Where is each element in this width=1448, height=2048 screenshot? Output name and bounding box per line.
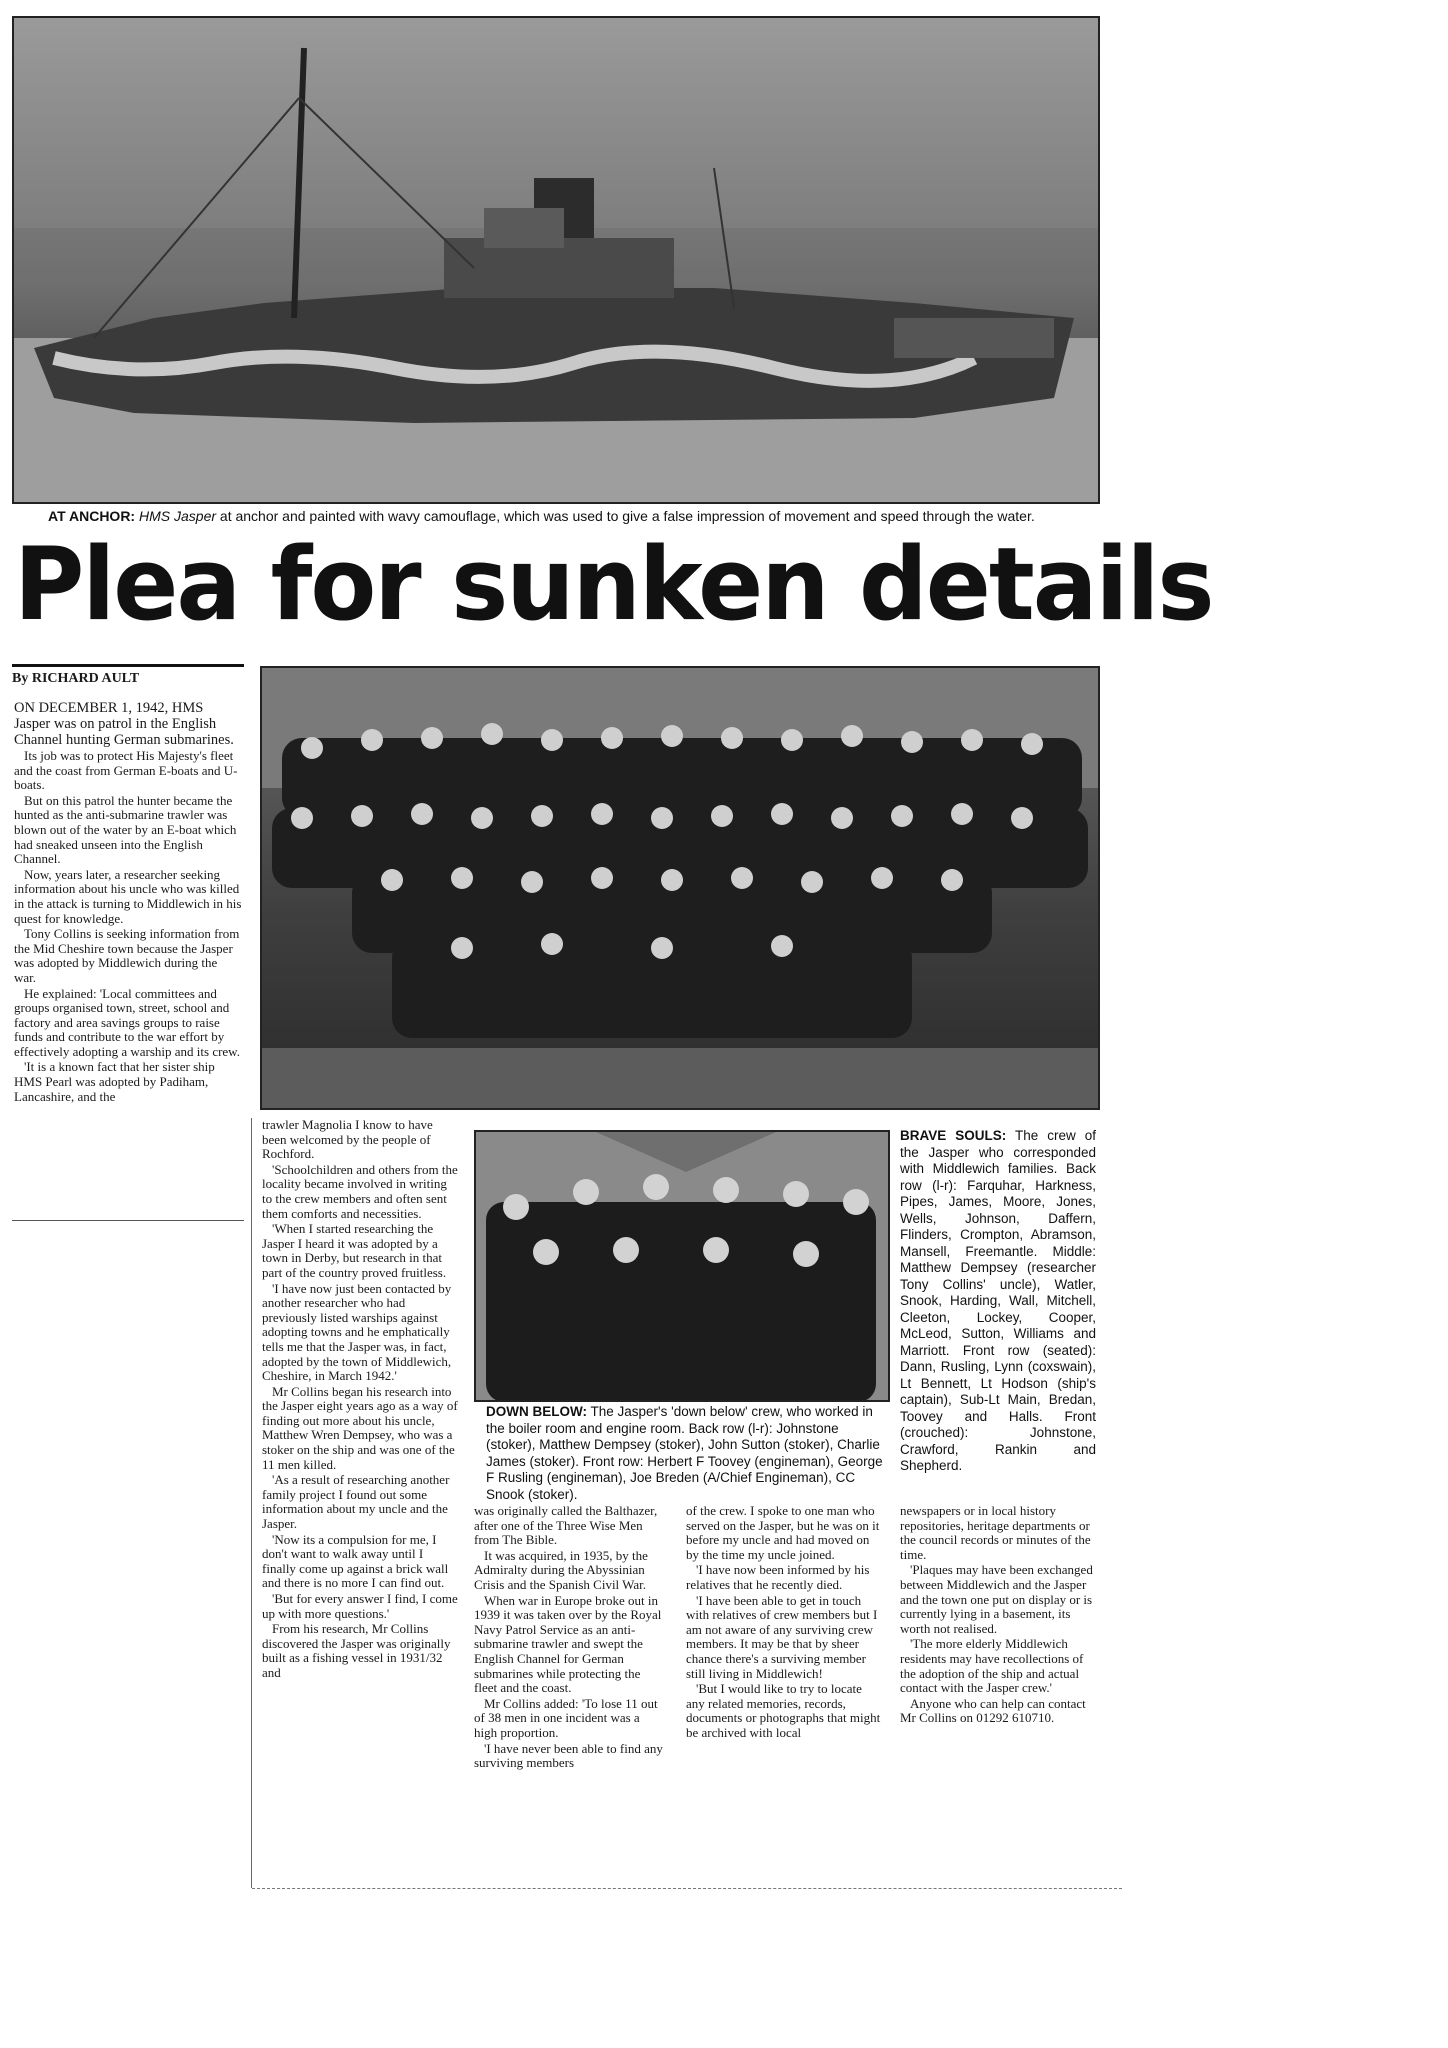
paragraph: Mr Collins added: 'To lose 11 out of 38 men in one incident was a high proportion. (474, 1695, 658, 1740)
caption-text: The Jasper's 'down below' crew, who worked in the boiler room and engine room. Back row (l-r): Johnstone (stoker), Matthew Dempsey (stoker), John Sutton (stoker), Charlie James (stoker). Front row: Herbert F Toovey (engineman), George F Rusling (engineman), Joe Breden (A/Chief Engineman), CC Snook (stoker). (486, 1404, 883, 1502)
paragraph: Its job was to protect His Majesty's fleet and the coast from German E-boats and U-boats. (14, 748, 238, 793)
byline: By RICHARD AULT (12, 664, 244, 687)
paragraph: Anyone who can help can contact Mr Collins on 01292 610710. (900, 1695, 1086, 1726)
crew-illustration (262, 668, 1098, 1108)
caption-ship: HMS Jasper (139, 508, 217, 524)
caption-text: at anchor and painted with wavy camouflage, which was used to give a false impression of movement and speed through the water. (216, 508, 1035, 524)
paragraph: 'Now its a compulsion for me, I don't want to walk away until I finally come up against a brick wall and there is no more I can find out. (262, 1531, 449, 1591)
column-rule (12, 1220, 244, 1221)
article-column-5 (900, 1504, 1096, 1727)
caption-label: BRAVE SOULS: (900, 1128, 1007, 1143)
paragraph: was originally called the Balthazer, after one of the Three Wise Men from The Bible. (474, 1503, 658, 1548)
paragraph: Tony Collins is seeking information from the Mid Cheshire town because the Jasper was adopted by Middlewich during the war. (14, 926, 240, 985)
bottom-rule (252, 1888, 1122, 1890)
engine-crew-photo (474, 1130, 890, 1402)
paragraph: 'Schoolchildren and others from the locality became involved in writing to the crew members and often sent them comforts and necessities. (262, 1161, 458, 1221)
paragraph: 'I have been able to get in touch with relatives of crew members but I am not aware of any surviving crew members. It may be that by sheer chance there's a surviving member still living in Middlewich! (686, 1592, 878, 1681)
paragraph: It was acquired, in 1935, by the Admiralty during the Abyssinian Crisis and the Spanish Civil War. (474, 1547, 648, 1592)
paragraph: 'I have now just been contacted by another researcher who had previously listed warships against adopting towns and he emphatically tells me that the Jasper was, in fact, adopted by the town of Middlewich, Cheshire, in March 1942.' (262, 1280, 452, 1384)
ship-illustration (14, 18, 1098, 502)
paragraph: 'The more elderly Middlewich residents may have recollections of the adoption of the ship and actual contact with the Jasper crew.' (900, 1636, 1084, 1696)
paragraph: 'As a result of researching another family project I found out some information about my uncle and the Jasper. (262, 1472, 450, 1532)
paragraph: 'I have never been able to find any surviving members (474, 1740, 663, 1771)
crew-photo-caption (900, 1128, 1096, 1475)
headline: Plea for sunken details (14, 525, 1213, 644)
paragraph: From his research, Mr Collins discovered the Jasper was originally built as a fishing vessel in 1931/32 and (262, 1621, 451, 1680)
caption-text: The crew of the Jasper who corresponded with Middlewich families. Back row (l-r): Farquhar, Harkness, Pipes, James, Moore, Jones, Wells, Johnson, Daffern, Flinders, Crompton, Abramson, Mansell, Freemantle. Middle: Matthew Dempsey (researcher Tony Collins' uncle), Watler, Snook, Harding, Wall, Mitchell, Cleeton, Lockey, Cooper, McLeod, Sutton, Williams and Marriott. Front row (seated): Dann, Rusling, Lynn (coxswain), Lt Bennett, Lt Hodson (ship's captain), Sub-Lt Main, Bredan, Toovey and Halls. Front (crouched): Johnstone, Crawford, Rankin and Shepherd. (900, 1128, 1096, 1473)
engine-crew-caption (486, 1404, 886, 1503)
article-column-1 (14, 700, 242, 1105)
article-column-4 (686, 1504, 882, 1742)
paragraph: 'I have now been informed by his relatives that he recently died. (686, 1562, 870, 1592)
paragraph: trawler Magnolia I know to have been welcomed by the people of Rochford. (262, 1117, 433, 1162)
ship-photo (12, 16, 1100, 504)
article-column-3 (474, 1504, 666, 1772)
article-column-2 (262, 1118, 458, 1682)
paragraph: 'When I started researching the Jasper I heard it was adopted by a town in Derby, but research in that part of the country proved fruitless. (262, 1221, 447, 1280)
engine-crew-illustration (476, 1132, 888, 1400)
paragraph: He explained: 'Local committees and groups organised town, street, school and factory and area savings groups to raise funds and contribute to the war effort by effectively adopting a warship and its crew. (14, 985, 240, 1059)
paragraph: When war in Europe broke out in 1939 it was taken over by the Royal Navy Patrol Service as an anti-submarine trawler and swept the English Channel for German submarines while protecting the fleet and the coast. (474, 1592, 662, 1696)
paragraph: Now, years later, a researcher seeking information about his uncle who was killed in the attack is turning to Middlewich in his quest for knowledge. (14, 866, 242, 926)
paragraph: 'It is a known fact that her sister ship HMS Pearl was adopted by Padiham, Lancashire, and the (14, 1059, 215, 1104)
paragraph: 'Plaques may have been exchanged between Middlewich and the Jasper and the town one put on display or is currently lying in a basement, its worth not realised. (900, 1562, 1093, 1636)
paragraph: of the crew. I spoke to one man who served on the Jasper, but he was on it before my uncle and had moved on by the time my uncle joined. (686, 1503, 880, 1562)
column-rule (251, 1118, 252, 1888)
paragraph: newspapers or in local history repositories, heritage departments or the council records or minutes of the time. (900, 1503, 1091, 1562)
caption-label: AT ANCHOR: (48, 508, 136, 524)
paragraph: ON DECEMBER 1, 1942, HMS Jasper was on patrol in the English Channel hunting German submarines. (14, 700, 234, 748)
ship-photo-caption (48, 508, 1098, 525)
paragraph: But on this patrol the hunter became the hunted as the anti-submarine trawler was blown out of the water by an E-boat which had sneaked unseen into the English Channel. (14, 792, 237, 867)
paragraph: 'But I would like to try to locate any related memories, records, documents or photographs that might be archived with local (686, 1681, 881, 1740)
paragraph: Mr Collins began his research into the Jasper eight years ago as a way of finding out more about his uncle, Matthew Wren Dempsey, who was a stoker on the ship and was one of the 11 men killed. (262, 1383, 458, 1472)
paragraph: 'But for every answer I find, I come up with more questions.' (262, 1591, 458, 1621)
crew-photo (260, 666, 1100, 1110)
caption-label: DOWN BELOW: (486, 1404, 587, 1419)
